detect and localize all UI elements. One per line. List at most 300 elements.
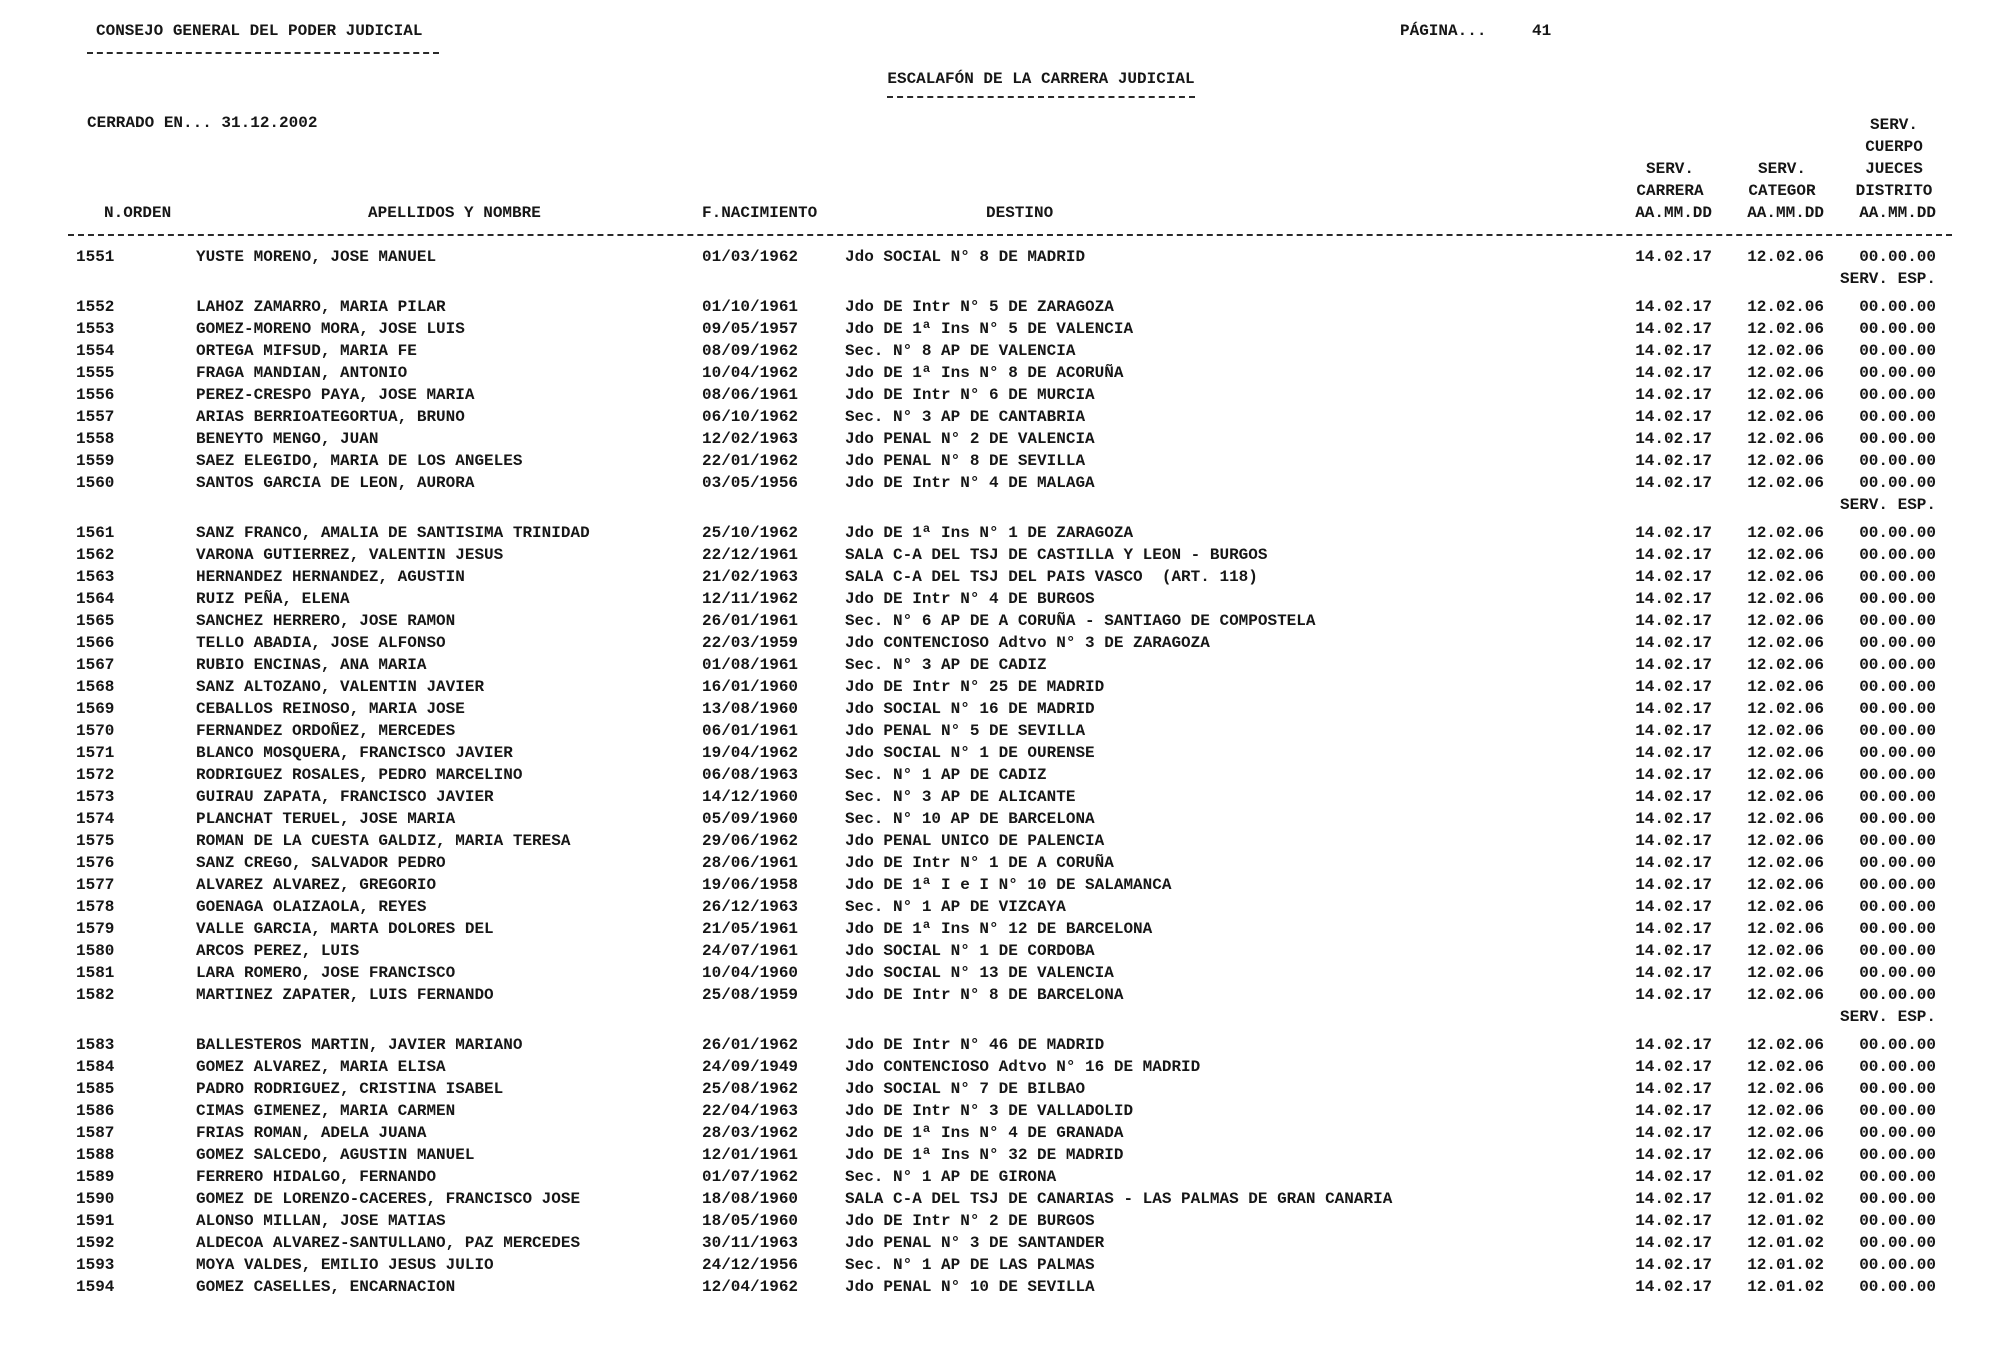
row-nacimiento: 06/01/1961	[702, 722, 799, 740]
row-orden: 1564	[76, 590, 115, 608]
row-destino: Jdo DE Intr N° 5 DE ZARAGOZA	[845, 298, 1114, 316]
row-serv-distrito: 00.00.00	[1859, 1234, 1936, 1252]
row-nombre: VARONA GUTIERREZ, VALENTIN JESUS	[196, 546, 504, 564]
row-nacimiento: 03/05/1956	[702, 474, 799, 492]
row-nacimiento: 08/06/1961	[702, 386, 799, 404]
row-orden: 1584	[76, 1058, 115, 1076]
row-nombre: GUIRAU ZAPATA, FRANCISCO JAVIER	[196, 788, 494, 806]
row-serv-categor: 12.02.06	[1747, 364, 1824, 382]
row-serv-distrito: 00.00.00	[1859, 964, 1936, 982]
row-serv-categor: 12.02.06	[1747, 430, 1824, 448]
row-serv-carrera: 14.02.17	[1635, 898, 1712, 916]
row-serv-distrito: 00.00.00	[1859, 320, 1936, 338]
row-nombre: ALVAREZ ALVAREZ, GREGORIO	[196, 876, 437, 894]
row-serv-categor: 12.02.06	[1747, 452, 1824, 470]
row-serv-carrera: 14.02.17	[1635, 1102, 1712, 1120]
row-serv-carrera: 14.02.17	[1635, 810, 1712, 828]
row-serv-carrera: 14.02.17	[1635, 1190, 1712, 1208]
col-header-nombre: APELLIDOS Y NOMBRE	[368, 204, 541, 222]
table-row	[0, 722, 2000, 744]
row-serv-categor: 12.02.06	[1747, 722, 1824, 740]
row-destino: Jdo DE 1ª I e I N° 10 DE SALAMANCA	[845, 876, 1172, 894]
row-orden: 1568	[76, 678, 115, 696]
row-nacimiento: 29/06/1962	[702, 832, 799, 850]
row-orden: 1592	[76, 1234, 115, 1252]
row-orden: 1567	[76, 656, 115, 674]
row-orden: 1581	[76, 964, 115, 982]
row-nombre: YUSTE MORENO, JOSE MANUEL	[196, 248, 437, 266]
row-nacimiento: 13/08/1960	[702, 700, 799, 718]
row-serv-carrera: 14.02.17	[1635, 1036, 1712, 1054]
row-orden: 1560	[76, 474, 115, 492]
row-nacimiento: 19/04/1962	[702, 744, 799, 762]
row-destino: Sec. N° 8 AP DE VALENCIA	[845, 342, 1076, 360]
table-row	[0, 920, 2000, 942]
row-serv-distrito: 00.00.00	[1859, 546, 1936, 564]
table-row	[0, 430, 2000, 452]
col-header-orden: N.ORDEN	[104, 204, 172, 222]
row-serv-distrito: 00.00.00	[1859, 568, 1936, 586]
row-nacimiento: 30/11/1963	[702, 1234, 799, 1252]
row-serv-categor: 12.01.02	[1747, 1212, 1824, 1230]
row-serv-distrito: 00.00.00	[1859, 1058, 1936, 1076]
row-serv-carrera: 14.02.17	[1635, 1212, 1712, 1230]
row-orden: 1589	[76, 1168, 115, 1186]
row-serv-distrito: 00.00.00	[1859, 986, 1936, 1004]
row-nacimiento: 01/08/1961	[702, 656, 799, 674]
row-nombre: SANZ FRANCO, AMALIA DE SANTISIMA TRINIDAD	[196, 524, 590, 542]
row-orden: 1569	[76, 700, 115, 718]
row-nombre: RODRIGUEZ ROSALES, PEDRO MARCELINO	[196, 766, 523, 784]
row-destino: Sec. N° 3 AP DE ALICANTE	[845, 788, 1076, 806]
table-row	[0, 634, 2000, 656]
row-serv-categor: 12.02.06	[1747, 634, 1824, 652]
row-serv-carrera: 14.02.17	[1635, 298, 1712, 316]
row-orden: 1574	[76, 810, 115, 828]
row-nombre: ORTEGA MIFSUD, MARIA FE	[196, 342, 417, 360]
table-row	[0, 854, 2000, 876]
row-serv-categor: 12.02.06	[1747, 964, 1824, 982]
row-serv-categor: 12.02.06	[1747, 386, 1824, 404]
row-nombre: ARIAS BERRIOATEGORTUA, BRUNO	[196, 408, 465, 426]
row-nacimiento: 06/08/1963	[702, 766, 799, 784]
row-nombre: FERNANDEZ ORDOÑEZ, MERCEDES	[196, 722, 456, 740]
row-serv-distrito: 00.00.00	[1859, 656, 1936, 674]
table-row	[0, 656, 2000, 678]
col-header-carrera: CARRERA	[1636, 182, 1704, 200]
row-destino: Jdo DE 1ª Ins N° 5 DE VALENCIA	[845, 320, 1134, 338]
table-row	[0, 964, 2000, 986]
page-number: 41	[1532, 22, 1552, 40]
table-row	[0, 810, 2000, 832]
row-nacimiento: 14/12/1960	[702, 788, 799, 806]
table-row	[0, 1058, 2000, 1080]
row-serv-distrito: 00.00.00	[1859, 634, 1936, 652]
row-destino: Sec. N° 1 AP DE VIZCAYA	[845, 898, 1066, 916]
row-serv-carrera: 14.02.17	[1635, 248, 1712, 266]
table-row	[0, 700, 2000, 722]
row-orden: 1593	[76, 1256, 115, 1274]
row-nacimiento: 16/01/1960	[702, 678, 799, 696]
row-destino: Jdo DE 1ª Ins N° 12 DE BARCELONA	[845, 920, 1153, 938]
row-nombre: PADRO RODRIGUEZ, CRISTINA ISABEL	[196, 1080, 504, 1098]
row-serv-categor: 12.02.06	[1747, 1036, 1824, 1054]
row-nombre: GOMEZ ALVAREZ, MARIA ELISA	[196, 1058, 446, 1076]
table-row	[0, 678, 2000, 700]
row-nacimiento: 12/02/1963	[702, 430, 799, 448]
row-nombre: PEREZ-CRESPO PAYA, JOSE MARIA	[196, 386, 475, 404]
row-serv-distrito: 00.00.00	[1859, 744, 1936, 762]
row-serv-categor: 12.02.06	[1747, 986, 1824, 1004]
row-serv-carrera: 14.02.17	[1635, 788, 1712, 806]
row-orden: 1556	[76, 386, 115, 404]
row-serv-carrera: 14.02.17	[1635, 612, 1712, 630]
row-destino: Jdo DE 1ª Ins N° 32 DE MADRID	[845, 1146, 1124, 1164]
row-orden: 1559	[76, 452, 115, 470]
row-orden: 1586	[76, 1102, 115, 1120]
row-destino: Sec. N° 1 AP DE GIRONA	[845, 1168, 1057, 1186]
row-nacimiento: 25/10/1962	[702, 524, 799, 542]
row-serv-categor: 12.01.02	[1747, 1234, 1824, 1252]
row-orden: 1575	[76, 832, 115, 850]
row-orden: 1582	[76, 986, 115, 1004]
table-row	[0, 1168, 2000, 1190]
row-nacimiento: 19/06/1958	[702, 876, 799, 894]
row-nacimiento: 12/04/1962	[702, 1278, 799, 1296]
row-serv-distrito: 00.00.00	[1859, 298, 1936, 316]
serv-esp-note: SERV. ESP.	[1839, 496, 1936, 514]
row-nacimiento: 24/12/1956	[702, 1256, 799, 1274]
row-serv-categor: 12.02.06	[1747, 942, 1824, 960]
table-row	[0, 1036, 2000, 1058]
row-serv-distrito: 00.00.00	[1859, 1124, 1936, 1142]
row-nacimiento: 01/10/1961	[702, 298, 799, 316]
row-serv-categor: 12.02.06	[1747, 524, 1824, 542]
row-serv-carrera: 14.02.17	[1635, 364, 1712, 382]
row-orden: 1553	[76, 320, 115, 338]
row-orden: 1585	[76, 1080, 115, 1098]
row-destino: Jdo SOCIAL N° 16 DE MADRID	[845, 700, 1095, 718]
row-orden: 1557	[76, 408, 115, 426]
row-nacimiento: 26/01/1962	[702, 1036, 799, 1054]
row-nacimiento: 24/07/1961	[702, 942, 799, 960]
row-serv-distrito: 00.00.00	[1859, 430, 1936, 448]
table-row	[0, 612, 2000, 634]
table-row	[0, 1278, 2000, 1300]
row-nacimiento: 28/03/1962	[702, 1124, 799, 1142]
row-nacimiento: 26/01/1961	[702, 612, 799, 630]
row-nombre: LAHOZ ZAMARRO, MARIA PILAR	[196, 298, 446, 316]
row-destino: Sec. N° 3 AP DE CANTABRIA	[845, 408, 1086, 426]
row-serv-carrera: 14.02.17	[1635, 634, 1712, 652]
table-row	[0, 364, 2000, 386]
row-nacimiento: 22/04/1963	[702, 1102, 799, 1120]
row-nombre: RUIZ PEÑA, ELENA	[196, 590, 350, 608]
table-row	[0, 1190, 2000, 1212]
row-nombre: ARCOS PEREZ, LUIS	[196, 942, 360, 960]
row-serv-distrito: 00.00.00	[1859, 854, 1936, 872]
row-serv-carrera: 14.02.17	[1635, 1168, 1712, 1186]
row-serv-carrera: 14.02.17	[1635, 1058, 1712, 1076]
row-orden: 1579	[76, 920, 115, 938]
row-serv-distrito: 00.00.00	[1859, 1190, 1936, 1208]
row-serv-carrera: 14.02.17	[1635, 1080, 1712, 1098]
row-destino: Jdo DE Intr N° 8 DE BARCELONA	[845, 986, 1124, 1004]
row-serv-carrera: 14.02.17	[1635, 876, 1712, 894]
row-serv-carrera: 14.02.17	[1635, 942, 1712, 960]
row-serv-distrito: 00.00.00	[1859, 1146, 1936, 1164]
row-nacimiento: 01/07/1962	[702, 1168, 799, 1186]
row-destino: Jdo DE 1ª Ins N° 8 DE ACORUÑA	[845, 364, 1124, 382]
row-orden: 1594	[76, 1278, 115, 1296]
row-destino: Jdo DE Intr N° 1 DE A CORUÑA	[845, 854, 1114, 872]
row-nacimiento: 10/04/1960	[702, 964, 799, 982]
row-nombre: FERRERO HIDALGO, FERNANDO	[196, 1168, 437, 1186]
row-serv-carrera: 14.02.17	[1635, 1146, 1712, 1164]
row-orden: 1576	[76, 854, 115, 872]
row-destino: Jdo SOCIAL N° 8 DE MADRID	[845, 248, 1086, 266]
row-serv-carrera: 14.02.17	[1635, 568, 1712, 586]
table-row	[0, 986, 2000, 1008]
col-header-categor-aammdd: AA.MM.DD	[1747, 204, 1824, 222]
col-header-distrito-serv: SERV.	[1869, 116, 1918, 134]
col-header-distrito-cuerpo: CUERPO	[1865, 138, 1923, 156]
row-serv-distrito: 00.00.00	[1859, 766, 1936, 784]
col-header-distrito-aammdd: AA.MM.DD	[1859, 204, 1936, 222]
row-nombre: CIMAS GIMENEZ, MARIA CARMEN	[196, 1102, 456, 1120]
table-row	[0, 568, 2000, 590]
row-nombre: GOMEZ-MORENO MORA, JOSE LUIS	[196, 320, 465, 338]
row-serv-categor: 12.02.06	[1747, 832, 1824, 850]
row-orden: 1583	[76, 1036, 115, 1054]
table-row	[0, 386, 2000, 408]
row-serv-categor: 12.02.06	[1747, 342, 1824, 360]
row-nombre: SANZ ALTOZANO, VALENTIN JAVIER	[196, 678, 485, 696]
row-nombre: ALONSO MILLAN, JOSE MATIAS	[196, 1212, 446, 1230]
row-nacimiento: 25/08/1959	[702, 986, 799, 1004]
row-serv-categor: 12.02.06	[1747, 810, 1824, 828]
row-orden: 1577	[76, 876, 115, 894]
row-serv-categor: 12.02.06	[1747, 612, 1824, 630]
row-serv-categor: 12.02.06	[1747, 320, 1824, 338]
row-serv-carrera: 14.02.17	[1635, 430, 1712, 448]
row-serv-distrito: 00.00.00	[1859, 1102, 1936, 1120]
row-serv-distrito: 00.00.00	[1859, 408, 1936, 426]
row-nacimiento: 28/06/1961	[702, 854, 799, 872]
row-nacimiento: 05/09/1960	[702, 810, 799, 828]
row-nacimiento: 12/11/1962	[702, 590, 799, 608]
table-row	[0, 1256, 2000, 1278]
row-serv-distrito: 00.00.00	[1859, 876, 1936, 894]
table-row	[0, 766, 2000, 788]
table-row	[0, 298, 2000, 320]
row-serv-carrera: 14.02.17	[1635, 386, 1712, 404]
row-nacimiento: 21/02/1963	[702, 568, 799, 586]
table-row	[0, 590, 2000, 612]
document-title: ESCALAFÓN DE LA CARRERA JUDICIAL	[887, 70, 1195, 88]
row-nacimiento: 06/10/1962	[702, 408, 799, 426]
table-row	[0, 342, 2000, 364]
row-serv-distrito: 00.00.00	[1859, 898, 1936, 916]
row-serv-categor: 12.02.06	[1747, 656, 1824, 674]
table-row	[0, 452, 2000, 474]
table-row	[0, 1124, 2000, 1146]
row-destino: Jdo SOCIAL N° 7 DE BILBAO	[845, 1080, 1086, 1098]
table-row	[0, 546, 2000, 568]
table-row	[0, 524, 2000, 546]
row-destino: SALA C-A DEL TSJ DE CASTILLA Y LEON - BURGOS	[845, 546, 1268, 564]
col-header-nacimiento: F.NACIMIENTO	[702, 204, 818, 222]
row-serv-distrito: 00.00.00	[1859, 1278, 1936, 1296]
row-serv-categor: 12.02.06	[1747, 788, 1824, 806]
row-orden: 1555	[76, 364, 115, 382]
row-destino: Sec. N° 10 AP DE BARCELONA	[845, 810, 1095, 828]
row-nacimiento: 18/08/1960	[702, 1190, 799, 1208]
row-serv-carrera: 14.02.17	[1635, 1256, 1712, 1274]
row-orden: 1558	[76, 430, 115, 448]
table-row	[0, 1080, 2000, 1102]
row-destino: Jdo CONTENCIOSO Adtvo N° 16 DE MADRID	[845, 1058, 1201, 1076]
row-nombre: FRAGA MANDIAN, ANTONIO	[196, 364, 408, 382]
row-destino: Jdo DE Intr N° 3 DE VALLADOLID	[845, 1102, 1134, 1120]
row-destino: Jdo SOCIAL N° 1 DE CORDOBA	[845, 942, 1095, 960]
row-destino: Jdo DE Intr N° 46 DE MADRID	[845, 1036, 1105, 1054]
table-row	[0, 408, 2000, 430]
row-serv-categor: 12.02.06	[1747, 854, 1824, 872]
row-nombre: ROMAN DE LA CUESTA GALDIZ, MARIA TERESA	[196, 832, 571, 850]
row-nombre: SANCHEZ HERRERO, JOSE RAMON	[196, 612, 456, 630]
row-orden: 1551	[76, 248, 115, 266]
row-destino: Jdo DE 1ª Ins N° 1 DE ZARAGOZA	[845, 524, 1134, 542]
row-nombre: BALLESTEROS MARTIN, JAVIER MARIANO	[196, 1036, 523, 1054]
row-nombre: GOMEZ DE LORENZO-CACERES, FRANCISCO JOSE	[196, 1190, 581, 1208]
row-nombre: SANZ CREGO, SALVADOR PEDRO	[196, 854, 446, 872]
row-serv-categor: 12.02.06	[1747, 920, 1824, 938]
row-serv-carrera: 14.02.17	[1635, 854, 1712, 872]
row-destino: Jdo PENAL N° 5 DE SEVILLA	[845, 722, 1086, 740]
col-header-distrito-jueces: JUECES	[1865, 160, 1923, 178]
row-serv-categor: 12.02.06	[1747, 474, 1824, 492]
row-serv-distrito: 00.00.00	[1859, 1212, 1936, 1230]
row-serv-carrera: 14.02.17	[1635, 964, 1712, 982]
row-serv-distrito: 00.00.00	[1859, 722, 1936, 740]
row-serv-categor: 12.01.02	[1747, 1190, 1824, 1208]
row-nombre: GOMEZ CASELLES, ENCARNACION	[196, 1278, 456, 1296]
row-serv-distrito: 00.00.00	[1859, 612, 1936, 630]
row-nacimiento: 21/05/1961	[702, 920, 799, 938]
row-serv-distrito: 00.00.00	[1859, 1256, 1936, 1274]
row-orden: 1572	[76, 766, 115, 784]
row-serv-distrito: 00.00.00	[1859, 920, 1936, 938]
row-orden: 1566	[76, 634, 115, 652]
row-nacimiento: 08/09/1962	[702, 342, 799, 360]
row-serv-categor: 12.02.06	[1747, 876, 1824, 894]
table-row	[0, 320, 2000, 342]
row-serv-carrera: 14.02.17	[1635, 524, 1712, 542]
table-row	[0, 474, 2000, 496]
table-note-row	[0, 270, 2000, 292]
row-destino: SALA C-A DEL TSJ DE CANARIAS - LAS PALMAS DE GRAN CANARIA	[845, 1190, 1393, 1208]
row-nacimiento: 26/12/1963	[702, 898, 799, 916]
row-serv-carrera: 14.02.17	[1635, 766, 1712, 784]
row-destino: Jdo DE 1ª Ins N° 4 DE GRANADA	[845, 1124, 1124, 1142]
row-serv-carrera: 14.02.17	[1635, 408, 1712, 426]
row-serv-distrito: 00.00.00	[1859, 590, 1936, 608]
row-serv-carrera: 14.02.17	[1635, 320, 1712, 338]
row-serv-carrera: 14.02.17	[1635, 1124, 1712, 1142]
row-orden: 1580	[76, 942, 115, 960]
row-destino: Jdo PENAL N° 8 DE SEVILLA	[845, 452, 1086, 470]
row-orden: 1591	[76, 1212, 115, 1230]
row-serv-categor: 12.01.02	[1747, 1278, 1824, 1296]
row-destino: Jdo PENAL N° 10 DE SEVILLA	[845, 1278, 1095, 1296]
row-serv-categor: 12.01.02	[1747, 1168, 1824, 1186]
col-header-distrito: DISTRITO	[1855, 182, 1933, 200]
row-nacimiento: 22/12/1961	[702, 546, 799, 564]
row-serv-carrera: 14.02.17	[1635, 832, 1712, 850]
row-serv-distrito: 00.00.00	[1859, 832, 1936, 850]
row-orden: 1588	[76, 1146, 115, 1164]
row-destino: Jdo DE Intr N° 4 DE MALAGA	[845, 474, 1095, 492]
row-nombre: SAEZ ELEGIDO, MARIA DE LOS ANGELES	[196, 452, 523, 470]
row-serv-carrera: 14.02.17	[1635, 1234, 1712, 1252]
row-nombre: VALLE GARCIA, MARTA DOLORES DEL	[196, 920, 494, 938]
serv-esp-note: SERV. ESP.	[1839, 270, 1936, 288]
col-header-categor: CATEGOR	[1748, 182, 1816, 200]
row-serv-distrito: 00.00.00	[1859, 474, 1936, 492]
row-serv-carrera: 14.02.17	[1635, 546, 1712, 564]
row-destino: Jdo PENAL UNICO DE PALENCIA	[845, 832, 1105, 850]
table-note-row	[0, 496, 2000, 518]
row-orden: 1587	[76, 1124, 115, 1142]
row-nacimiento: 22/03/1959	[702, 634, 799, 652]
row-orden: 1552	[76, 298, 115, 316]
row-serv-distrito: 00.00.00	[1859, 364, 1936, 382]
row-destino: Sec. N° 3 AP DE CADIZ	[845, 656, 1047, 674]
row-nacimiento: 01/03/1962	[702, 248, 799, 266]
row-nombre: ALDECOA ALVAREZ-SANTULLANO, PAZ MERCEDES	[196, 1234, 581, 1252]
row-serv-distrito: 00.00.00	[1859, 700, 1936, 718]
table-row	[0, 1234, 2000, 1256]
row-serv-categor: 12.02.06	[1747, 408, 1824, 426]
table-row	[0, 876, 2000, 898]
row-serv-carrera: 14.02.17	[1635, 986, 1712, 1004]
row-nombre: LARA ROMERO, JOSE FRANCISCO	[196, 964, 456, 982]
row-serv-distrito: 00.00.00	[1859, 810, 1936, 828]
row-serv-carrera: 14.02.17	[1635, 474, 1712, 492]
row-orden: 1561	[76, 524, 115, 542]
row-nacimiento: 09/05/1957	[702, 320, 799, 338]
row-serv-distrito: 00.00.00	[1859, 788, 1936, 806]
col-header-carrera-serv: SERV.	[1645, 160, 1694, 178]
row-destino: Jdo DE Intr N° 4 DE BURGOS	[845, 590, 1095, 608]
row-serv-distrito: 00.00.00	[1859, 942, 1936, 960]
row-orden: 1571	[76, 744, 115, 762]
row-serv-carrera: 14.02.17	[1635, 342, 1712, 360]
row-serv-categor: 12.02.06	[1747, 678, 1824, 696]
row-destino: SALA C-A DEL TSJ DEL PAIS VASCO (ART. 118)	[845, 568, 1258, 586]
table-row	[0, 744, 2000, 766]
row-serv-distrito: 00.00.00	[1859, 678, 1936, 696]
row-nombre: FRIAS ROMAN, ADELA JUANA	[196, 1124, 427, 1142]
row-destino: Jdo DE Intr N° 2 DE BURGOS	[845, 1212, 1095, 1230]
row-nombre: CEBALLOS REINOSO, MARIA JOSE	[196, 700, 465, 718]
row-nacimiento: 24/09/1949	[702, 1058, 799, 1076]
row-nombre: BLANCO MOSQUERA, FRANCISCO JAVIER	[196, 744, 513, 762]
col-header-categor-serv: SERV.	[1757, 160, 1806, 178]
row-serv-carrera: 14.02.17	[1635, 722, 1712, 740]
row-serv-categor: 12.02.06	[1747, 700, 1824, 718]
